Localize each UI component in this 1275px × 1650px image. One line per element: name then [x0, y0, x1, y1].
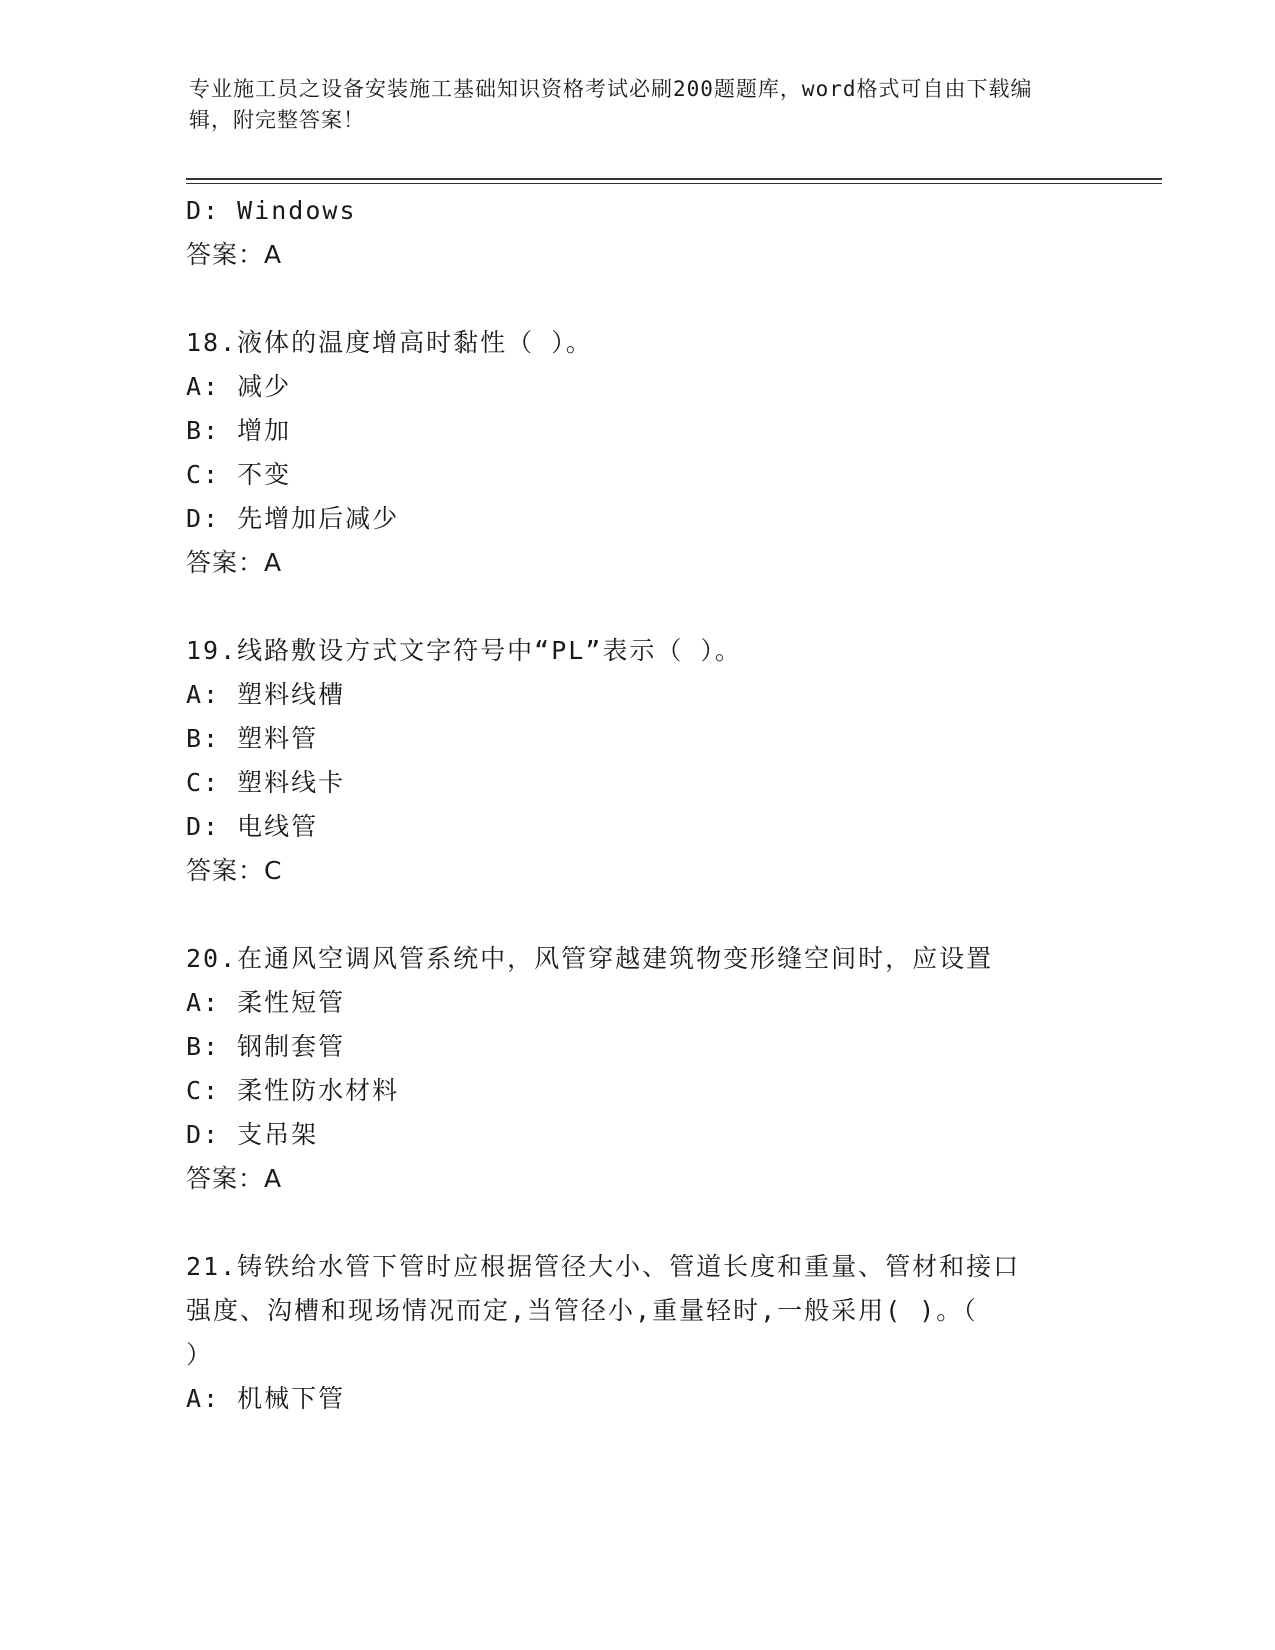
option-c-q18: C: 不变: [186, 460, 292, 489]
answer-q19: 答案：C: [186, 856, 283, 885]
question-21-line-1: 21.铸铁给水管下管时应根据管径大小、管道长度和重量、管材和接口: [186, 1252, 1021, 1281]
option-b-q20: B: 钢制套管: [186, 1032, 346, 1061]
question-20: 20.在通风空调风管系统中，风管穿越建筑物变形缝空间时，应设置: [186, 944, 994, 973]
answer-q20: 答案：A: [186, 1164, 283, 1193]
header-divider-thin: [186, 183, 1162, 184]
option-d-q19: D: 电线管: [186, 812, 319, 841]
answer-q17: 答案：A: [186, 240, 283, 269]
option-d-q20: D: 支吊架: [186, 1120, 319, 1149]
option-a-q21: A: 机械下管: [186, 1384, 346, 1413]
document-header: 专业施工员之设备安装施工基础知识资格考试必刷200题题库，word格式可自由下载编辑，附完整答案！: [189, 77, 1033, 132]
answer-q18: 答案：A: [186, 548, 283, 577]
question-18: 18.液体的温度增高时黏性（ ）。: [186, 328, 593, 357]
option-a-q19: A: 塑料线槽: [186, 680, 346, 709]
option-b-q19: B: 塑料管: [186, 724, 319, 753]
option-a-q20: A: 柔性短管: [186, 988, 346, 1017]
question-19: 19.线路敷设方式文字符号中“PL”表示（ ）。: [186, 636, 742, 665]
option-d-q17: D: Windows: [186, 196, 357, 225]
question-21-line-2: 强度、沟槽和现场情况而定,当管径小,重量轻时,一般采用( )。（: [186, 1296, 978, 1325]
option-b-q18: B: 增加: [186, 416, 292, 445]
question-21-line-3: ）: [186, 1340, 214, 1369]
option-c-q19: C: 塑料线卡: [186, 768, 346, 797]
option-d-q18: D: 先增加后减少: [186, 504, 400, 533]
option-a-q18: A: 减少: [186, 372, 292, 401]
option-c-q20: C: 柔性防水材料: [186, 1076, 400, 1105]
header-divider-thick: [186, 178, 1162, 180]
